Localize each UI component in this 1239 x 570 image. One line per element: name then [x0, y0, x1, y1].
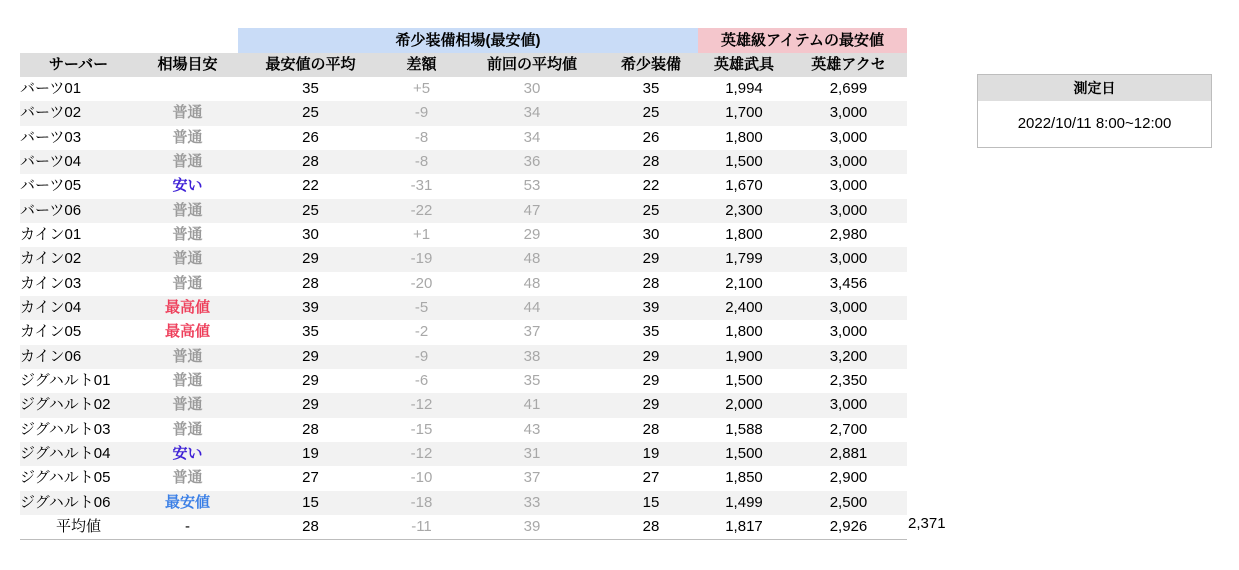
server-cell[interactable]: ジグハルト06	[20, 491, 137, 515]
group-header-row	[20, 28, 907, 53]
table-row	[20, 491, 907, 515]
rare-cell[interactable]: 29	[604, 345, 698, 369]
cell[interactable]	[20, 28, 137, 53]
diff-cell[interactable]: -2	[414, 323, 429, 341]
hero-weapon-cell[interactable]: 1,499	[698, 491, 790, 515]
guide-cell[interactable]: 普通	[172, 420, 203, 438]
avg-min-cell[interactable]: 26	[302, 128, 319, 146]
avg-min-cell[interactable]: 35	[302, 80, 319, 98]
header-hero-weapon[interactable]: 英雄武具	[698, 53, 790, 77]
server-cell[interactable]: ジグハルト02	[20, 393, 137, 417]
column-header-row	[20, 53, 907, 77]
extra-average-cell[interactable]: 2,371	[908, 515, 946, 532]
avg-min-cell[interactable]: 28	[302, 274, 319, 292]
diff-cell[interactable]: -18	[383, 491, 460, 515]
prev-avg-cell[interactable]: 41	[460, 393, 604, 417]
hero-weapon-cell[interactable]: 1,588	[725, 420, 763, 438]
server-cell[interactable]: カイン02	[20, 247, 137, 271]
header-guide[interactable]: 相場目安	[137, 53, 238, 77]
hero-acc-cell[interactable]: 3,000	[790, 247, 907, 271]
diff-cell[interactable]: -8	[414, 128, 429, 146]
hero-weapon-cell[interactable]: 1,850	[725, 469, 763, 487]
avg-min-cell[interactable]: 29	[238, 393, 383, 417]
table-row	[20, 418, 907, 442]
guide-cell[interactable]: 最高値	[164, 323, 210, 341]
guide-cell[interactable]: 普通	[137, 345, 238, 369]
hero-acc-cell[interactable]: 3,000	[829, 128, 868, 146]
prev-avg-cell[interactable]: 34	[523, 128, 541, 146]
rare-cell[interactable]: 39	[604, 296, 698, 320]
prev-avg-cell[interactable]: 44	[460, 296, 604, 320]
avg-min-cell[interactable]: 27	[302, 469, 319, 487]
hero-acc-cell[interactable]: 2,699	[829, 80, 868, 98]
server-cell[interactable]: ジグハルト03	[20, 420, 111, 438]
diff-cell[interactable]: -8	[383, 150, 460, 174]
guide-cell[interactable]: 最安値	[137, 491, 238, 515]
hero-weapon-cell[interactable]: 2,100	[725, 274, 763, 292]
rare-cell[interactable]: 27	[642, 469, 660, 487]
hero-acc-cell[interactable]: 3,000	[790, 150, 907, 174]
rare-cell[interactable]: 15	[604, 491, 698, 515]
rare-cell[interactable]: 29	[642, 372, 660, 390]
guide-cell[interactable]: 普通	[137, 199, 238, 223]
hero-weapon-cell[interactable]: 1,700	[698, 101, 790, 125]
guide-cell[interactable]: 安い	[172, 177, 203, 195]
hero-acc-cell[interactable]: 2,881	[790, 442, 907, 466]
table-row	[20, 345, 907, 369]
table-row	[20, 272, 907, 296]
hero-weapon-cell[interactable]: 2,400	[698, 296, 790, 320]
avg-min-cell[interactable]: 15	[238, 491, 383, 515]
table-row	[20, 466, 907, 490]
rare-cell[interactable]: 29	[604, 247, 698, 271]
price-table	[20, 28, 907, 540]
diff-cell[interactable]: -6	[414, 372, 429, 390]
hero-weapon-cell[interactable]: 1,500	[698, 442, 790, 466]
table-row	[20, 223, 907, 247]
hero-weapon-cell[interactable]: 1,817	[698, 515, 790, 540]
average-row	[20, 515, 907, 540]
hero-weapon-cell[interactable]: 1,994	[725, 80, 763, 98]
hero-acc-cell[interactable]: 2,900	[829, 469, 868, 487]
diff-cell[interactable]: -9	[383, 101, 460, 125]
avg-min-cell[interactable]: 28	[238, 150, 383, 174]
server-cell[interactable]: バーツ05	[20, 177, 82, 195]
server-cell[interactable]: バーツ03	[20, 128, 82, 146]
guide-cell[interactable]: 普通	[172, 226, 203, 244]
hero-acc-cell[interactable]: 3,200	[790, 345, 907, 369]
prev-avg-cell[interactable]: 53	[523, 177, 541, 195]
diff-cell[interactable]: -31	[410, 177, 433, 195]
guide-cell[interactable]: 安い	[137, 442, 238, 466]
prev-avg-cell[interactable]: 39	[460, 515, 604, 540]
diff-cell[interactable]: -11	[383, 515, 460, 540]
server-cell[interactable]: カイン05	[20, 323, 82, 341]
prev-avg-cell[interactable]: 48	[460, 247, 604, 271]
prev-avg-cell[interactable]: 34	[460, 101, 604, 125]
table-row	[20, 442, 907, 466]
server-cell[interactable]: ジグハルト01	[20, 372, 111, 390]
hero-acc-cell[interactable]: 3,000	[790, 101, 907, 125]
date-box-title[interactable]: 測定日	[978, 75, 1211, 101]
prev-avg-cell[interactable]: 29	[523, 226, 541, 244]
guide-cell[interactable]: 普通	[137, 101, 238, 125]
hero-weapon-cell[interactable]: 1,500	[725, 372, 763, 390]
rare-cell[interactable]: 28	[642, 274, 660, 292]
diff-cell[interactable]: +5	[412, 80, 431, 98]
table-row	[20, 393, 907, 417]
table-row	[20, 150, 907, 174]
hero-acc-cell[interactable]: 3,000	[790, 393, 907, 417]
table-row	[20, 320, 907, 344]
hero-acc-cell[interactable]: 3,000	[829, 323, 868, 341]
diff-cell[interactable]: -5	[383, 296, 460, 320]
header-server[interactable]: サーバー	[20, 53, 137, 77]
hero-weapon-cell[interactable]: 2,000	[698, 393, 790, 417]
diff-cell[interactable]: -19	[383, 247, 460, 271]
cell[interactable]	[137, 28, 238, 53]
avg-min-cell[interactable]: 30	[302, 226, 319, 244]
rare-cell[interactable]: 25	[604, 199, 698, 223]
avg-min-cell[interactable]: 25	[238, 101, 383, 125]
prev-avg-cell[interactable]: 36	[460, 150, 604, 174]
header-hero-acc[interactable]: 英雄アクセ	[790, 53, 907, 77]
hero-weapon-cell[interactable]: 1,900	[698, 345, 790, 369]
diff-cell[interactable]: -12	[383, 393, 460, 417]
guide-cell[interactable]: 普通	[137, 393, 238, 417]
guide-cell[interactable]: 普通	[137, 247, 238, 271]
hero-weapon-cell[interactable]: 1,800	[725, 128, 763, 146]
hero-acc-cell[interactable]: 2,500	[790, 491, 907, 515]
table-row	[20, 369, 907, 393]
prev-avg-cell[interactable]: 48	[523, 274, 541, 292]
rare-cell[interactable]: 25	[604, 101, 698, 125]
rare-cell[interactable]: 35	[642, 323, 660, 341]
rare-cell[interactable]: 19	[604, 442, 698, 466]
table-row	[20, 101, 907, 125]
prev-avg-cell[interactable]: 35	[523, 372, 541, 390]
rare-cell[interactable]: 29	[604, 393, 698, 417]
guide-cell[interactable]: 普通	[137, 150, 238, 174]
guide-cell[interactable]: 普通	[172, 469, 203, 487]
hero-weapon-cell[interactable]: 1,670	[725, 177, 763, 195]
diff-cell[interactable]: -15	[410, 420, 433, 438]
diff-cell[interactable]: -22	[383, 199, 460, 223]
server-cell[interactable]: ジグハルト05	[20, 469, 111, 487]
hero-weapon-cell[interactable]: 1,500	[698, 150, 790, 174]
table-row	[20, 77, 907, 101]
date-box-value[interactable]: 2022/10/11 8:00~12:00	[1017, 115, 1172, 132]
avg-min-cell[interactable]: 22	[302, 177, 319, 195]
hero-weapon-cell[interactable]: 2,300	[698, 199, 790, 223]
table-row	[20, 126, 907, 150]
diff-cell[interactable]: -20	[410, 274, 433, 292]
header-rare[interactable]: 希少装備	[604, 53, 698, 77]
guide-cell[interactable]: 最高値	[137, 296, 238, 320]
rare-cell[interactable]: 28	[604, 150, 698, 174]
server-cell[interactable]: 平均値	[20, 515, 137, 540]
avg-min-cell[interactable]: 28	[302, 420, 319, 438]
hero-acc-cell[interactable]: 2,350	[829, 372, 868, 390]
avg-min-cell[interactable]: 28	[238, 515, 383, 540]
table-row	[20, 199, 907, 223]
guide-cell[interactable]: 普通	[172, 372, 203, 390]
avg-min-cell[interactable]: 29	[238, 247, 383, 271]
server-cell[interactable]: カイン01	[20, 226, 82, 244]
hero-acc-cell[interactable]: 3,000	[829, 177, 868, 195]
server-cell[interactable]: カイン06	[20, 345, 137, 369]
prev-avg-cell[interactable]: 37	[523, 323, 541, 341]
hero-acc-cell[interactable]: 3,456	[829, 274, 868, 292]
guide-cell[interactable]: -	[137, 515, 238, 540]
table-row	[20, 296, 907, 320]
diff-cell[interactable]: -12	[383, 442, 460, 466]
diff-cell[interactable]: +1	[412, 226, 431, 244]
server-cell[interactable]: バーツ02	[20, 101, 137, 125]
guide-cell[interactable]: 普通	[172, 128, 203, 146]
prev-avg-cell[interactable]: 43	[523, 420, 541, 438]
diff-cell[interactable]: -9	[383, 345, 460, 369]
hero-group-header[interactable]: 英雄級アイテムの最安値	[698, 28, 907, 53]
avg-min-cell[interactable]: 29	[302, 372, 319, 390]
rare-cell[interactable]: 28	[604, 515, 698, 540]
hero-acc-cell[interactable]: 2,926	[790, 515, 907, 540]
table-row	[20, 174, 907, 198]
avg-min-cell[interactable]: 35	[302, 323, 319, 341]
diff-cell[interactable]: -10	[410, 469, 433, 487]
header-diff[interactable]: 差額	[383, 53, 460, 77]
prev-avg-cell[interactable]: 37	[523, 469, 541, 487]
hero-acc-cell[interactable]: 3,000	[790, 296, 907, 320]
table-row	[20, 247, 907, 271]
rare-cell[interactable]: 28	[642, 420, 660, 438]
hero-weapon-cell[interactable]: 1,800	[725, 323, 763, 341]
avg-min-cell[interactable]: 25	[238, 199, 383, 223]
prev-avg-cell[interactable]: 31	[460, 442, 604, 466]
server-cell[interactable]: バーツ06	[20, 199, 137, 223]
measurement-date-box	[977, 74, 1212, 148]
hero-acc-cell[interactable]: 3,000	[790, 199, 907, 223]
prev-avg-cell[interactable]: 33	[460, 491, 604, 515]
hero-acc-cell[interactable]: 2,700	[829, 420, 868, 438]
avg-min-cell[interactable]: 19	[238, 442, 383, 466]
header-prev-avg[interactable]: 前回の平均値	[460, 53, 604, 77]
server-cell[interactable]: バーツ04	[20, 150, 137, 174]
server-cell[interactable]: ジグハルト04	[20, 442, 137, 466]
prev-avg-cell[interactable]: 38	[460, 345, 604, 369]
prev-avg-cell[interactable]: 30	[523, 80, 541, 98]
avg-min-cell[interactable]: 29	[238, 345, 383, 369]
guide-cell[interactable]	[137, 77, 238, 101]
rare-cell[interactable]: 30	[642, 226, 660, 244]
guide-cell[interactable]: 普通	[172, 274, 203, 292]
hero-weapon-cell[interactable]: 1,800	[725, 226, 763, 244]
rare-cell[interactable]: 35	[642, 80, 660, 98]
server-cell[interactable]: バーツ01	[20, 80, 82, 98]
prev-avg-cell[interactable]: 47	[460, 199, 604, 223]
header-avg-min[interactable]: 最安値の平均	[238, 53, 383, 77]
server-cell[interactable]: カイン03	[20, 274, 82, 292]
rare-group-header[interactable]: 希少装備相場(最安値)	[238, 28, 698, 53]
avg-min-cell[interactable]: 39	[238, 296, 383, 320]
server-cell[interactable]: カイン04	[20, 296, 137, 320]
hero-acc-cell[interactable]: 2,980	[829, 226, 868, 244]
hero-weapon-cell[interactable]: 1,799	[698, 247, 790, 271]
rare-cell[interactable]: 26	[642, 128, 660, 146]
rare-cell[interactable]: 22	[642, 177, 660, 195]
